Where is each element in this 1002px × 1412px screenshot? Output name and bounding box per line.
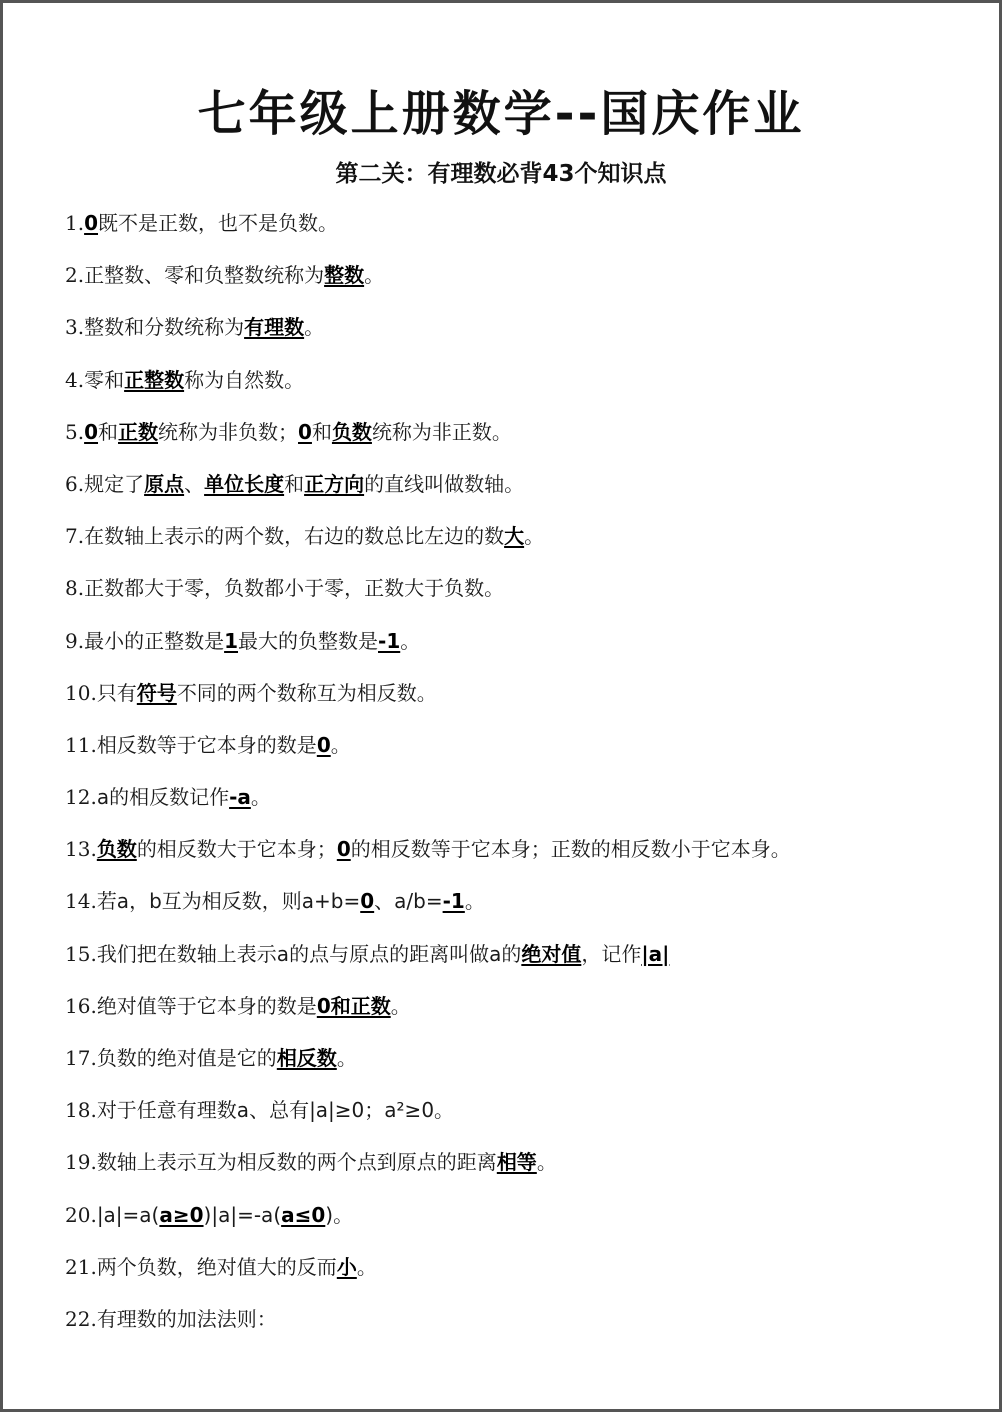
item-number: 2. [65,263,85,288]
answer-blank: 正整数 [124,367,185,392]
knowledge-point-item [65,777,965,829]
item-text: )。 [325,1202,354,1227]
answer-blank: 相反数 [276,1046,337,1070]
item-text: 绝对值等于它本身的数是 [96,993,317,1018]
answer-blank: 相等 [496,1150,537,1175]
item-text: 。 [524,524,545,549]
item-number: 18. [65,1098,97,1123]
item-text: 的直线叫做数轴。 [364,471,525,496]
answer-blank: 1 [224,628,239,653]
answer-blank: 正方向 [304,471,365,496]
item-number: 7. [65,524,85,549]
item-text: 。 [304,315,325,340]
item-number: 10. [65,680,97,705]
item-text: 零和 [84,367,125,392]
knowledge-point-item [65,203,965,255]
item-text: 数轴上表示互为相反数的两个点到原点的距离 [96,1150,497,1175]
knowledge-point-item [65,1195,965,1247]
knowledge-point-item [65,1299,965,1351]
item-text: 在数轴上表示的两个数，右边的数总比左边的数 [84,524,505,549]
item-number: 11. [65,732,97,757]
item-text: 两个负数，绝对值大的反而 [96,1254,337,1279]
knowledge-point-item [65,1038,965,1090]
item-text: 。 [464,889,485,914]
item-text: 、 [184,471,205,496]
knowledge-point-item [65,881,965,933]
answer-blank: 0 [336,837,351,862]
knowledge-point-item [65,360,965,412]
item-text: 有理数的加法法则： [96,1306,277,1331]
item-number: 20. [65,1202,97,1227]
answer-blank: 0 [84,419,99,444]
item-number: 4. [65,367,85,392]
knowledge-point-item [65,1090,965,1142]
item-text: 最小的正整数是 [84,628,225,653]
knowledge-point-item [65,307,965,359]
answer-blank: 小 [336,1254,357,1279]
answer-blank: 0 [298,419,312,444]
knowledge-point-item [65,621,965,673]
knowledge-point-item [65,673,965,725]
item-number: 12. [65,785,97,810]
knowledge-point-item [65,1142,965,1194]
item-text: 、a/b= [374,889,443,914]
answer-blank: 正数 [118,419,159,444]
knowledge-point-item [65,255,965,307]
item-text: |a|=a( [96,1202,160,1227]
item-text: 整数和分数统称为 [84,315,245,340]
item-text: 和 [284,471,305,496]
answer-blank: 有理数 [244,315,305,340]
item-number: 5. [65,419,85,444]
answer-blank: a≥0 [159,1202,204,1227]
item-text: 。 [390,993,411,1018]
knowledge-point-item [65,725,965,777]
item-text: 。 [536,1150,557,1175]
item-text: 。 [250,785,271,810]
item-number: 21. [65,1254,97,1279]
item-number: 3. [65,315,85,340]
item-text: )|a|=-a( [203,1202,282,1227]
item-number: 1. [65,211,85,235]
knowledge-point-item [65,464,965,516]
answer-blank: 单位长度 [204,471,285,496]
knowledge-point-item [65,412,965,464]
item-number: 9. [65,628,85,653]
item-text: 负数的绝对值是它的 [96,1046,277,1070]
answer-blank: |a| [641,941,670,966]
answer-blank: 负数 [331,419,372,444]
item-number: 6. [65,471,85,496]
item-text: 既不是正数，也不是负数。 [98,211,339,235]
answer-blank: -1 [442,889,465,914]
item-text: 。 [356,1254,377,1279]
answer-blank: 符号 [136,680,177,705]
answer-blank: -a [229,785,251,810]
item-text: 的相反数等于它本身；正数的相反数小于它本身。 [350,837,791,862]
item-text: 对于任意有理数a、总有|a|≥0；a²≥0。 [96,1098,455,1123]
item-number: 15. [65,941,97,966]
answer-blank: 负数 [96,837,137,862]
item-text: 我们把在数轴上表示a的点与原点的距离叫做a的 [96,941,522,966]
item-text: 统称为非正数。 [371,419,512,444]
item-text: 正数都大于零，负数都小于零，正数大于负数。 [84,576,505,601]
item-number: 14. [65,889,97,914]
answer-blank: a≤0 [281,1202,326,1227]
item-text: a的相反数记作 [96,785,230,810]
item-text: 和 [98,419,119,444]
answer-blank: 0 [360,889,375,914]
item-text: 的相反数大于它本身； [136,837,337,862]
item-text: 称为自然数。 [184,367,305,392]
item-number: 22. [65,1306,97,1331]
knowledge-point-item [65,934,965,986]
item-number: 16. [65,993,97,1018]
item-text: 相反数等于它本身的数是 [96,732,317,757]
item-number: 19. [65,1150,97,1175]
knowledge-point-item [65,568,965,620]
item-text: 若a，b互为相反数，则a+b= [96,889,361,914]
knowledge-point-item [65,1247,965,1299]
knowledge-point-item [65,516,965,568]
answer-blank: 原点 [144,471,185,496]
answer-blank: 绝对值 [521,941,582,966]
answer-blank: 0和正数 [316,993,391,1018]
item-text: ，记作 [581,941,642,966]
answer-blank: 大 [504,524,525,549]
knowledge-point-item [65,829,965,881]
knowledge-point-item [65,986,965,1038]
page-subtitle: 第二关：有理数必背43个知识点 [335,161,667,187]
item-text: 。 [336,1046,357,1070]
item-text: 统称为非负数； [158,419,299,444]
item-text: 规定了 [84,471,145,496]
knowledge-point-list [65,203,965,1351]
answer-blank: 0 [316,732,331,757]
answer-blank: 0 [84,211,99,235]
item-text: 不同的两个数称互为相反数。 [176,680,437,705]
item-text: 。 [364,263,385,288]
item-text: 最大的负整数是 [238,628,379,653]
answer-blank: -1 [378,628,401,653]
page-title: 七年级上册数学--国庆作业 [197,86,805,142]
item-text: 只有 [96,680,137,705]
answer-blank: 整数 [324,263,365,288]
item-text: 和 [311,419,332,444]
item-text: 。 [400,628,421,653]
item-text: 。 [330,732,351,757]
item-number: 13. [65,837,97,862]
item-text: 正整数、零和负整数统称为 [84,263,325,288]
item-number: 17. [65,1046,97,1070]
item-number: 8. [65,576,85,601]
